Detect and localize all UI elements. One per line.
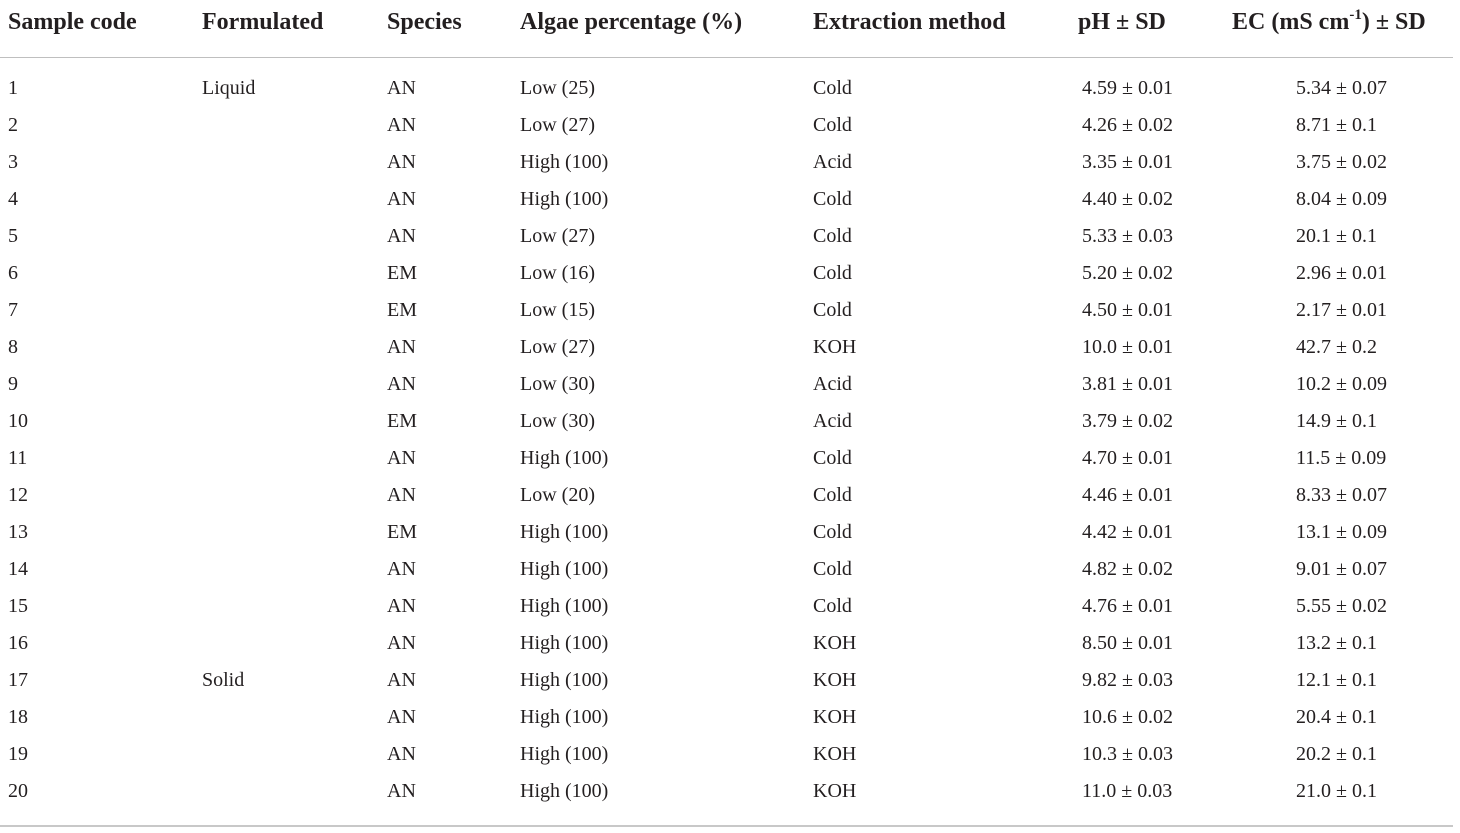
table-row [0, 329, 1460, 366]
table-body [0, 70, 1460, 810]
cell-sample-code: 4 [8, 188, 18, 210]
cell-extraction-method: KOH [813, 669, 857, 691]
cell-extraction-method: KOH [813, 780, 857, 802]
cell-extraction-method: Acid [813, 151, 852, 173]
cell-ec: 5.34 ± 0.07 [1296, 77, 1387, 99]
cell-ph: 5.33 ± 0.03 [1082, 225, 1173, 247]
header-ec-superscript: -1 [1349, 7, 1362, 23]
cell-sample-code: 15 [8, 595, 28, 617]
cell-extraction-method: KOH [813, 336, 857, 358]
table-row [0, 403, 1460, 440]
cell-ph: 4.59 ± 0.01 [1082, 77, 1173, 99]
cell-sample-code: 17 [8, 669, 28, 691]
cell-sample-code: 7 [8, 299, 18, 321]
cell-algae-percentage: Low (27) [520, 114, 595, 136]
table-row [0, 699, 1460, 736]
cell-extraction-method: Cold [813, 558, 852, 580]
cell-ec: 13.1 ± 0.09 [1296, 521, 1387, 543]
table-row [0, 625, 1460, 662]
cell-extraction-method: KOH [813, 743, 857, 765]
cell-algae-percentage: High (100) [520, 188, 609, 210]
table-row [0, 218, 1460, 255]
header-divider [0, 57, 1453, 58]
cell-sample-code: 16 [8, 632, 28, 654]
cell-ec: 11.5 ± 0.09 [1296, 447, 1387, 469]
cell-species: AN [387, 151, 416, 173]
cell-extraction-method: Cold [813, 595, 852, 617]
cell-algae-percentage: Low (27) [520, 225, 595, 247]
cell-algae-percentage: High (100) [520, 706, 609, 728]
cell-species: AN [387, 743, 416, 765]
cell-ec: 8.71 ± 0.1 [1296, 114, 1377, 136]
cell-ec: 8.04 ± 0.09 [1296, 188, 1387, 210]
cell-ec: 20.4 ± 0.1 [1296, 706, 1377, 728]
cell-extraction-method: Acid [813, 410, 852, 432]
cell-species: AN [387, 484, 416, 506]
cell-sample-code: 1 [8, 77, 18, 99]
table-row [0, 440, 1460, 477]
cell-ph: 5.20 ± 0.02 [1082, 262, 1173, 284]
cell-algae-percentage: High (100) [520, 447, 609, 469]
cell-ec: 42.7 ± 0.2 [1296, 336, 1377, 358]
cell-algae-percentage: Low (25) [520, 77, 595, 99]
cell-ph: 11.0 ± 0.03 [1082, 780, 1173, 802]
cell-species: AN [387, 632, 416, 654]
cell-formulated: Liquid [202, 77, 256, 99]
table-row [0, 107, 1460, 144]
cell-ph: 3.79 ± 0.02 [1082, 410, 1173, 432]
table-row [0, 292, 1460, 329]
cell-ph: 4.26 ± 0.02 [1082, 114, 1173, 136]
cell-species: AN [387, 114, 416, 136]
cell-extraction-method: Cold [813, 225, 852, 247]
cell-species: AN [387, 706, 416, 728]
cell-ph: 3.81 ± 0.01 [1082, 373, 1173, 395]
cell-ph: 4.42 ± 0.01 [1082, 521, 1173, 543]
cell-algae-percentage: Low (16) [520, 262, 595, 284]
cell-species: AN [387, 780, 416, 802]
cell-ph: 4.40 ± 0.02 [1082, 188, 1173, 210]
cell-ph: 4.70 ± 0.01 [1082, 447, 1173, 469]
cell-species: AN [387, 336, 416, 358]
cell-species: AN [387, 595, 416, 617]
cell-species: AN [387, 225, 416, 247]
cell-sample-code: 19 [8, 743, 28, 765]
cell-algae-percentage: Low (20) [520, 484, 595, 506]
cell-extraction-method: KOH [813, 632, 857, 654]
cell-algae-percentage: High (100) [520, 151, 609, 173]
cell-species: AN [387, 558, 416, 580]
header-ec-prefix: EC (mS cm [1232, 9, 1350, 35]
header-sample-code: Sample code [8, 9, 137, 35]
header-algae-percentage: Algae percentage (%) [520, 9, 743, 35]
cell-algae-percentage: Low (15) [520, 299, 595, 321]
cell-ph: 4.82 ± 0.02 [1082, 558, 1173, 580]
cell-algae-percentage: High (100) [520, 521, 609, 543]
cell-algae-percentage: High (100) [520, 669, 609, 691]
cell-sample-code: 11 [8, 447, 28, 469]
cell-ph: 10.3 ± 0.03 [1082, 743, 1173, 765]
cell-ec: 9.01 ± 0.07 [1296, 558, 1387, 580]
cell-sample-code: 9 [8, 373, 18, 395]
table-row [0, 551, 1460, 588]
header-extraction-method: Extraction method [813, 9, 1006, 35]
cell-ec: 8.33 ± 0.07 [1296, 484, 1387, 506]
cell-sample-code: 12 [8, 484, 28, 506]
cell-species: AN [387, 669, 416, 691]
cell-sample-code: 14 [8, 558, 28, 580]
cell-algae-percentage: High (100) [520, 780, 609, 802]
cell-sample-code: 8 [8, 336, 18, 358]
cell-species: EM [387, 262, 417, 284]
cell-ec: 2.96 ± 0.01 [1296, 262, 1387, 284]
cell-ec: 2.17 ± 0.01 [1296, 299, 1387, 321]
table-row [0, 366, 1460, 403]
cell-ec: 10.2 ± 0.09 [1296, 373, 1387, 395]
cell-algae-percentage: Low (30) [520, 373, 595, 395]
cell-algae-percentage: High (100) [520, 558, 609, 580]
cell-species: AN [387, 373, 416, 395]
cell-ph: 4.76 ± 0.01 [1082, 595, 1173, 617]
cell-sample-code: 3 [8, 151, 18, 173]
cell-algae-percentage: Low (27) [520, 336, 595, 358]
table-row [0, 662, 1460, 699]
cell-extraction-method: Cold [813, 262, 852, 284]
cell-sample-code: 10 [8, 410, 28, 432]
cell-extraction-method: Cold [813, 188, 852, 210]
cell-species: EM [387, 521, 417, 543]
cell-ec: 20.1 ± 0.1 [1296, 225, 1377, 247]
table-row [0, 736, 1460, 773]
header-ph: pH ± SD [1078, 9, 1166, 35]
cell-ph: 4.46 ± 0.01 [1082, 484, 1173, 506]
cell-ec: 3.75 ± 0.02 [1296, 151, 1387, 173]
cell-species: EM [387, 410, 417, 432]
cell-species: AN [387, 188, 416, 210]
cell-sample-code: 18 [8, 706, 28, 728]
table-header-row [0, 0, 1460, 44]
header-ec-suffix: ) ± SD [1361, 9, 1426, 35]
cell-extraction-method: KOH [813, 706, 857, 728]
table-row [0, 144, 1460, 181]
table-row [0, 773, 1460, 810]
cell-ph: 3.35 ± 0.01 [1082, 151, 1173, 173]
cell-ph: 8.50 ± 0.01 [1082, 632, 1173, 654]
header-ec [1232, 6, 1426, 38]
table-row [0, 255, 1460, 292]
table-row [0, 70, 1460, 107]
cell-ph: 10.0 ± 0.01 [1082, 336, 1173, 358]
cell-extraction-method: Cold [813, 521, 852, 543]
cell-sample-code: 20 [8, 780, 28, 802]
cell-ph: 4.50 ± 0.01 [1082, 299, 1173, 321]
cell-ec: 21.0 ± 0.1 [1296, 780, 1377, 802]
cell-ph: 10.6 ± 0.02 [1082, 706, 1173, 728]
table-row [0, 477, 1460, 514]
cell-sample-code: 6 [8, 262, 18, 284]
cell-ec: 14.9 ± 0.1 [1296, 410, 1377, 432]
table-row [0, 588, 1460, 625]
cell-ec: 13.2 ± 0.1 [1296, 632, 1377, 654]
cell-extraction-method: Cold [813, 447, 852, 469]
cell-algae-percentage: Low (30) [520, 410, 595, 432]
cell-extraction-method: Cold [813, 299, 852, 321]
cell-algae-percentage: High (100) [520, 595, 609, 617]
cell-formulated: Solid [202, 669, 245, 691]
header-species: Species [387, 9, 462, 35]
table-row [0, 514, 1460, 551]
cell-ec: 12.1 ± 0.1 [1296, 669, 1377, 691]
cell-ec: 20.2 ± 0.1 [1296, 743, 1377, 765]
cell-extraction-method: Acid [813, 373, 852, 395]
cell-extraction-method: Cold [813, 484, 852, 506]
cell-species: AN [387, 77, 416, 99]
cell-extraction-method: Cold [813, 114, 852, 136]
table-bottom-rule [0, 825, 1453, 827]
cell-sample-code: 2 [8, 114, 18, 136]
cell-sample-code: 5 [8, 225, 18, 247]
cell-algae-percentage: High (100) [520, 632, 609, 654]
cell-extraction-method: Cold [813, 77, 852, 99]
cell-species: AN [387, 447, 416, 469]
cell-ec: 5.55 ± 0.02 [1296, 595, 1387, 617]
cell-sample-code: 13 [8, 521, 28, 543]
header-formulated: Formulated [202, 9, 324, 35]
table-row [0, 181, 1460, 218]
cell-species: EM [387, 299, 417, 321]
cell-ph: 9.82 ± 0.03 [1082, 669, 1173, 691]
cell-algae-percentage: High (100) [520, 743, 609, 765]
